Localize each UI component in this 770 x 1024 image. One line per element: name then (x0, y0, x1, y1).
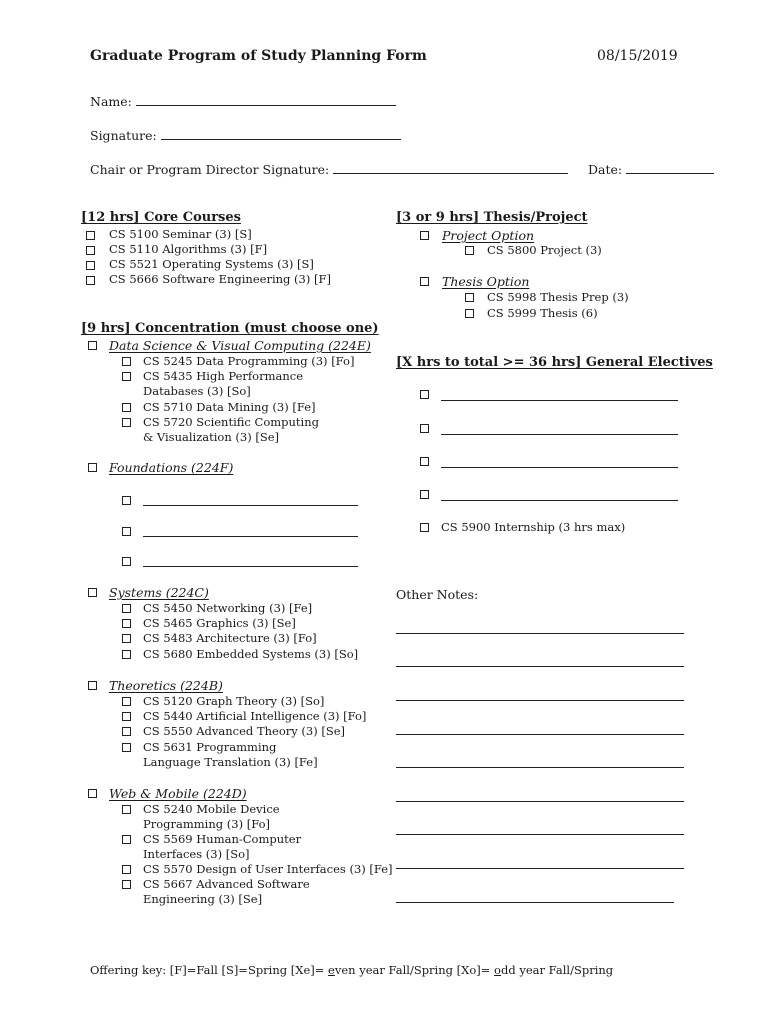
checkbox[interactable] (122, 805, 131, 814)
course-item: CS 5440 Artificial Intelligence (3) [Fo] (143, 709, 367, 723)
course-item: CS 5800 Project (3) (487, 243, 602, 257)
blank-line[interactable] (143, 505, 358, 506)
notes-line[interactable] (396, 734, 684, 735)
course-item: CS 5999 Thesis (6) (487, 306, 598, 320)
offering-key-part: ven year Fall/Spring [Xo]= (334, 963, 495, 977)
blank-line[interactable] (143, 566, 358, 567)
checkbox[interactable] (122, 619, 131, 628)
option-theoretics: Theoretics (224B) (109, 678, 223, 693)
form-title: Graduate Program of Study Planning Form (90, 48, 427, 64)
electives-heading: [X hrs to total >= 36 hrs] General Electives (396, 355, 713, 370)
checkbox[interactable] (88, 789, 97, 798)
checkbox[interactable] (122, 880, 131, 889)
notes-line[interactable] (396, 666, 684, 667)
notes-line[interactable] (396, 902, 674, 903)
course-item: CS 5710 Data Mining (3) [Fe] (143, 400, 316, 414)
chair-signature-label: Chair or Program Director Signature: (90, 162, 330, 177)
internship-item: CS 5900 Internship (3 hrs max) (441, 520, 626, 534)
option-dsvc: Data Science & Visual Computing (224E) (109, 338, 371, 353)
signature-line[interactable] (161, 139, 401, 140)
form-date: 08/15/2019 (597, 48, 678, 64)
checkbox[interactable] (122, 712, 131, 721)
notes-label: Other Notes: (396, 587, 479, 602)
course-item: CS 5569 Human-Computer Interfaces (3) [So] (143, 832, 302, 862)
checkbox[interactable] (122, 527, 131, 536)
checkbox[interactable] (420, 277, 429, 286)
course-item: CS 5483 Architecture (3) [Fo] (143, 631, 317, 645)
checkbox[interactable] (465, 293, 474, 302)
checkbox[interactable] (465, 246, 474, 255)
thesis-heading: [3 or 9 hrs] Thesis/Project (396, 210, 588, 225)
checkbox[interactable] (420, 457, 429, 466)
notes-line[interactable] (396, 767, 684, 768)
course-item: CS 5667 Advanced Software Engineering (3) [Se] (143, 877, 310, 907)
course-item: CS 5720 Scientific Computing & Visualization (3) [Se] (143, 415, 319, 445)
blank-line[interactable] (143, 536, 358, 537)
chair-signature-field (90, 162, 568, 177)
signature-label: Signature: (90, 128, 157, 143)
checkbox[interactable] (122, 865, 131, 874)
course-item: CS 5666 Software Engineering (3) [F] (109, 272, 331, 286)
course-item: CS 5465 Graphics (3) [Se] (143, 616, 296, 630)
checkbox[interactable] (122, 557, 131, 566)
course-item: CS 5631 Programming Language Translation (3) [Fe] (143, 740, 318, 770)
option-foundations: Foundations (224F) (109, 460, 234, 475)
checkbox[interactable] (88, 681, 97, 690)
checkbox[interactable] (88, 341, 97, 350)
notes-line[interactable] (396, 801, 684, 802)
checkbox[interactable] (86, 231, 95, 240)
checkbox[interactable] (122, 418, 131, 427)
checkbox[interactable] (88, 463, 97, 472)
course-item: CS 5680 Embedded Systems (3) [So] (143, 647, 359, 661)
name-line[interactable] (136, 105, 396, 106)
checkbox[interactable] (420, 523, 429, 532)
checkbox[interactable] (86, 261, 95, 270)
course-item: CS 5110 Algorithms (3) [F] (109, 242, 268, 256)
core-heading: [12 hrs] Core Courses (81, 210, 241, 225)
checkbox[interactable] (122, 496, 131, 505)
elective-blank-line[interactable] (441, 467, 678, 468)
chair-signature-line[interactable] (333, 173, 568, 174)
checkbox[interactable] (86, 276, 95, 285)
checkbox[interactable] (122, 634, 131, 643)
course-item: CS 5521 Operating Systems (3) [S] (109, 257, 314, 271)
checkbox[interactable] (122, 604, 131, 613)
option-systems: Systems (224C) (109, 585, 209, 600)
offering-key-part: Offering key: [F]=Fall [S]=Spring [Xe]= (90, 963, 329, 977)
date-label: Date: (588, 162, 623, 177)
checkbox[interactable] (86, 246, 95, 255)
checkbox[interactable] (122, 372, 131, 381)
notes-line[interactable] (396, 868, 684, 869)
elective-blank-line[interactable] (441, 400, 678, 401)
name-field (90, 94, 396, 109)
signature-field (90, 128, 401, 143)
date-line[interactable] (626, 173, 714, 174)
checkbox[interactable] (420, 490, 429, 499)
course-item: CS 5100 Seminar (3) [S] (109, 227, 252, 241)
course-item: CS 5435 High Performance Databases (3) [So] (143, 369, 304, 399)
checkbox[interactable] (420, 390, 429, 399)
course-item: CS 5998 Thesis Prep (3) (487, 290, 629, 304)
concentration-heading: [9 hrs] Concentration (must choose one) (81, 321, 379, 336)
course-item: CS 5550 Advanced Theory (3) [Se] (143, 724, 346, 738)
checkbox[interactable] (122, 835, 131, 844)
checkbox[interactable] (420, 424, 429, 433)
checkbox[interactable] (122, 357, 131, 366)
checkbox[interactable] (122, 697, 131, 706)
notes-line[interactable] (396, 633, 684, 634)
checkbox[interactable] (122, 403, 131, 412)
date-field (588, 162, 714, 177)
elective-blank-line[interactable] (441, 500, 678, 501)
checkbox[interactable] (465, 309, 474, 318)
checkbox[interactable] (122, 727, 131, 736)
offering-key (90, 963, 613, 977)
course-item: CS 5245 Data Programming (3) [Fo] (143, 354, 355, 368)
option-web-mobile: Web & Mobile (224D) (109, 786, 247, 801)
checkbox[interactable] (122, 743, 131, 752)
course-item: CS 5120 Graph Theory (3) [So] (143, 694, 325, 708)
course-item: CS 5450 Networking (3) [Fe] (143, 601, 313, 615)
notes-line[interactable] (396, 834, 684, 835)
elective-blank-line[interactable] (441, 434, 678, 435)
checkbox[interactable] (420, 231, 429, 240)
course-item: CS 5570 Design of User Interfaces (3) [Fe] (143, 862, 393, 876)
notes-line[interactable] (396, 700, 684, 701)
name-label: Name: (90, 94, 132, 109)
option-thesis: Thesis Option (442, 274, 530, 289)
option-project: Project Option (442, 228, 535, 243)
course-item: CS 5240 Mobile Device Programming (3) [Fo] (143, 802, 280, 832)
offering-key-even-initial: e (328, 963, 335, 977)
offering-key-part: dd year Fall/Spring (500, 963, 614, 977)
offering-key-odd-initial: o (494, 963, 501, 977)
checkbox[interactable] (122, 650, 131, 659)
checkbox[interactable] (88, 588, 97, 597)
